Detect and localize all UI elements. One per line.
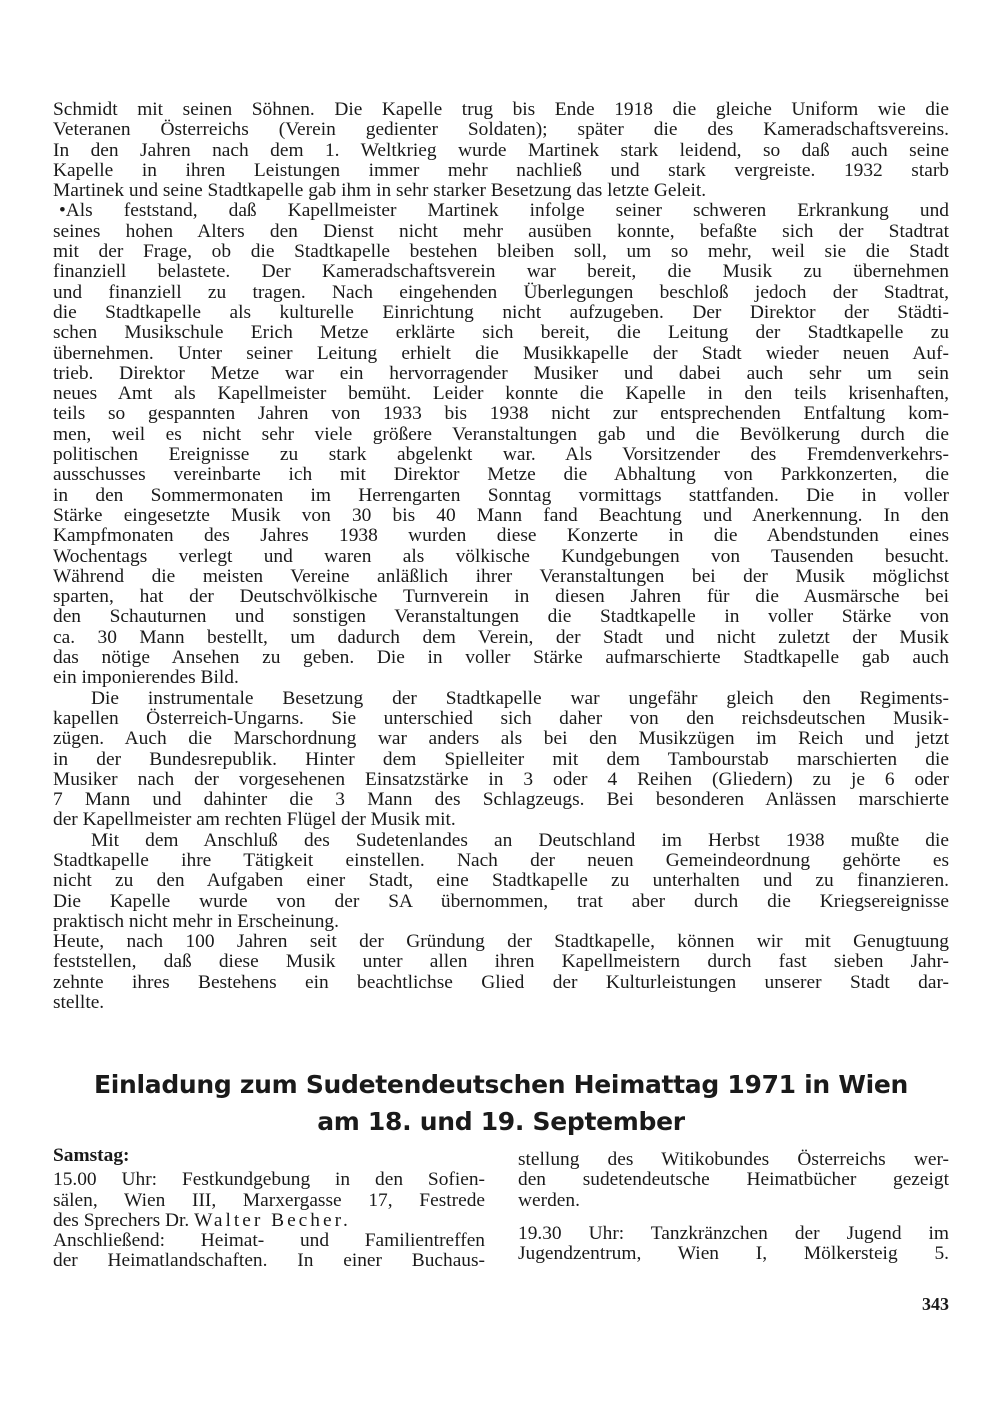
body-line: Während die meisten Vereine anläßlich ihrer Veranstaltungen bei der Musik möglichst	[53, 565, 949, 587]
program-line: stellung des Witikobundes Österreichs wer-	[518, 1149, 949, 1170]
body-line: schen Musikschule Erich Metze erklärte sich bereit, die Leitung der Stadtkapelle zu	[53, 322, 949, 344]
body-line: in den Sommermonaten im Herrengarten Sonntag vormittags stattfanden. Die in voller	[53, 484, 949, 506]
body-line: übernehmen. Unter seiner Leitung erhielt die Musikkapelle der Stadt wieder neuen Auf-	[53, 342, 949, 364]
body-line: Heute, nach 100 Jahren seit der Gründung der Stadtkapelle, können wir mit Genugtuung	[53, 931, 949, 953]
body-line: Mit dem Anschluß des Sudetenlandes an Deutschland im Herbst 1938 mußte die	[91, 829, 949, 851]
body-line: 7 Mann und dahinter die 3 Mann des Schlagzeugs. Bei besonderen Anlässen marschierte	[53, 789, 949, 811]
program-line: 19.30 Uhr: Tanzkränzchen der Jugend im	[518, 1222, 949, 1244]
program-right-column	[518, 1150, 949, 1264]
body-line: das nötige Ansehen zu geben. Die in voller Stärke aufmarschierte Stadtkapelle gab auch	[53, 647, 949, 669]
body-line: ca. 30 Mann bestellt, um dadurch dem Verein, der Stadt und nicht zuletzt der Musik	[53, 626, 949, 648]
program-line: Jugendzentrum, Wien I, Mölkersteig 5.	[518, 1243, 949, 1265]
body-line: Stadtkapelle ihre Tätigkeit einstellen. Nach der neuen Gemeindeordnung gehörte es	[53, 849, 949, 871]
body-line: trieb. Direktor Metze war ein hervorragender Musiker und dabei auch sehr um sein	[53, 362, 949, 384]
body-line: mit der Frage, ob die Stadtkapelle bestehen bleiben soll, um so mehr, weil sie die Stadt	[53, 241, 949, 263]
body-line: feststellen, daß diese Musik unter allen ihren Kapellmeistern durch fast sieben Jahr-	[53, 951, 949, 973]
article-body	[53, 100, 949, 1013]
body-line: teils so gespannten Jahren von 1933 bis 1938 nicht zur entsprechenden Entfaltung kom-	[53, 403, 949, 425]
body-line: die Stadtkapelle als kulturelle Einrichtung nicht aufzugeben. Der Direktor der Städti-	[53, 301, 949, 323]
program-line: Anschließend: Heimat- und Familientreffen	[53, 1230, 485, 1252]
body-line: Musiker nach der vorgesehenen Einsatzstärke in 3 oder 4 Reihen (Gliedern) zu je 6 oder	[53, 768, 949, 790]
page-number: 343	[922, 1294, 949, 1314]
program-line	[53, 1211, 485, 1231]
body-line: Kampfmonaten des Jahres 1938 wurden diese Konzerte in die Abendstunden eines	[53, 525, 949, 547]
body-line: seines hohen Alters den Dienst nicht mehr ausüben konnte, befaßte sich der Stadtrat	[53, 220, 949, 242]
body-line: in der Bundesrepublik. Hinter dem Spielleiter mit dem Tambourstab marschierten die	[53, 748, 949, 770]
body-line: praktisch nicht mehr in Erscheinung.	[53, 910, 339, 932]
program-line: werden.	[518, 1189, 580, 1211]
body-line: sparten, hat der Deutschvölkische Turnverein in diesen Jahren für die Ausmärsche bei	[53, 586, 949, 608]
invitation-heading	[53, 1066, 949, 1140]
body-line: kapellen Österreich-Ungarns. Sie unterschied sich daher von den reichsdeutschen Musik-	[53, 707, 949, 729]
program-line: 15.00 Uhr: Festkundgebung in den Sofien-	[53, 1169, 485, 1191]
body-line: finanziell belastete. Der Kameradschaftsverein war bereit, die Musik zu übernehmen	[53, 261, 949, 283]
body-line: In den Jahren nach dem 1. Weltkrieg wurde Martinek stark leidend, so daß auch seine	[53, 139, 949, 161]
body-line: zügen. Auch die Marschordnung war anders als bei den Musikzügen im Reich und jetzt	[53, 728, 949, 750]
program-line-text: des Sprechers Dr.	[53, 1209, 195, 1231]
body-line: ausschusses vereinbarte ich mit Direktor Metze die Abhaltung von Parkkonzerten, die	[53, 464, 949, 486]
spacer	[518, 1211, 949, 1224]
body-line: Die instrumentale Besetzung der Stadtkapelle war ungefähr gleich den Regiments-	[91, 687, 949, 709]
body-line: Stärke eingesetzte Musik von 30 bis 40 Mann fand Beachtung und Anerkennung. In den	[53, 504, 949, 526]
body-line: den Schauturnen und sonstigen Veranstaltungen die Stadtkapelle in voller Stärke von	[53, 606, 949, 628]
program-left-column	[53, 1146, 485, 1272]
program-line: der Heimatlandschaften. In einer Buchaus-	[53, 1250, 485, 1272]
body-line: Veteranen Österreichs (Verein gedienter Soldaten); später die des Kameradschaftsvereins.	[53, 119, 949, 141]
body-line: Wochentags verlegt und waren als völkische Kundgebungen von Tausenden besucht.	[53, 545, 949, 567]
body-line: stellte.	[53, 992, 105, 1014]
body-line: Kapelle in ihren Leistungen immer mehr nachließ und stark vergreiste. 1932 starb	[53, 159, 949, 181]
speaker-name: Walter Becher.	[194, 1209, 351, 1231]
program-line: den sudetendeutsche Heimatbücher gezeigt	[518, 1169, 949, 1191]
body-line: und finanziell zu tragen. Nach eingehenden Überlegungen beschloß jedoch der Stadtrat,	[53, 281, 949, 303]
body-line: politischen Ereignisse zu stark abgelenkt war. Als Vorsitzender des Fremdenverkehrs-	[53, 444, 949, 466]
day-label: Samstag:	[53, 1145, 130, 1166]
body-line: •Als feststand, daß Kapellmeister Martinek infolge seiner schweren Erkrankung und	[59, 200, 949, 222]
heading-line-2: am 18. und 19. September	[317, 1107, 685, 1136]
body-line: Schmidt mit seinen Söhnen. Die Kapelle trug bis Ende 1918 die gleiche Uniform wie die	[53, 99, 949, 120]
body-line: Martinek und seine Stadtkapelle gab ihm in sehr starker Besetzung das letzte Geleit.	[53, 180, 707, 202]
body-line: der Kapellmeister am rechten Flügel der Musik mit.	[53, 809, 456, 831]
program-line: sälen, Wien III, Marxergasse 17, Festrede	[53, 1189, 485, 1211]
body-line: men, weil es nicht sehr viele größere Veranstaltungen gab und die Bevölkerung durch die	[53, 423, 949, 445]
body-line: ein imponierendes Bild.	[53, 667, 239, 689]
heading-line-1: Einladung zum Sudetendeutschen Heimattag 1971 in Wien	[93, 1070, 909, 1099]
body-line: nicht zu den Aufgaben einer Stadt, eine Stadtkapelle zu unterhalten und zu finanzieren.	[53, 870, 949, 892]
body-line: Die Kapelle wurde von der SA übernommen, trat aber durch die Kriegsereignisse	[53, 890, 949, 912]
body-line: neues Amt als Kapellmeister bemüht. Leider konnte die Kapelle in den teils krisenhaften,	[53, 383, 949, 405]
body-line: zehnte ihres Bestehens ein beachtlichse Glied der Kulturleistungen unserer Stadt dar-	[53, 971, 949, 993]
